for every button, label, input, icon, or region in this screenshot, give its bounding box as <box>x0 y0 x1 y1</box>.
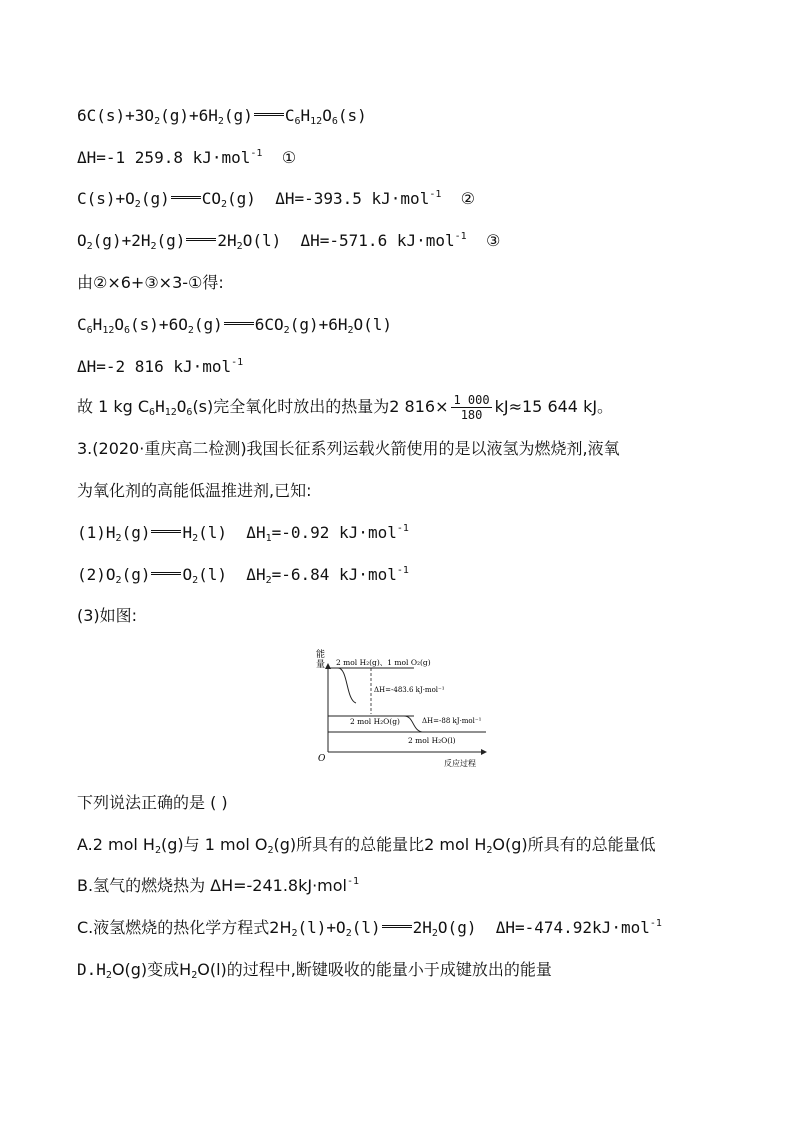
enthalpy-1: ΔH=-1 259.8 kJ·mol$^{-1}$ ① <box>77 148 297 167</box>
given-equation-1: $(1)H_2(g)$ $H_2(l)$ $\Delta H_1=-0.92$ kJ·mol$^{-1}$ <box>77 523 409 544</box>
energy-level-diagram <box>314 648 494 772</box>
option-c[interactable]: C.液氢燃烧的热化学方程式$2H_2(l)+O_2(l)$ $2H_2O(g)$ ΔH=-474.92kJ·mol$^{-1}$ <box>77 918 662 939</box>
equals-arrow <box>186 238 216 241</box>
equation-glucose-oxidation: $C_6H_{12}O_6(s)+6O_2(g)$ $6CO_2(g)+6H_2O(l)$ <box>77 315 393 336</box>
dh1-label: ΔH=-483.6 kJ·mol⁻¹ <box>374 686 445 694</box>
given-item-3: (3)如图: <box>77 606 138 625</box>
y-label-2: 量 <box>316 660 326 670</box>
equation-glucose-formation: $6C(s)+3O_2(g)+6H_2(g)$ $C_6H_{12}O_6(s)$ <box>77 106 367 127</box>
equals-arrow <box>254 113 284 116</box>
top-level-label: 2 mol H₂(g)、1 mol O₂(g) <box>336 658 431 667</box>
option-b[interactable]: B.氢气的燃烧热为 ΔH=-241.8kJ·mol$^{-1}$ <box>77 876 360 895</box>
heat-conclusion: 故 1 kg $C_6H_{12}O_6(s)$完全氧化时放出的热量为2 816× $\frac{1 000}{180}$ kJ≈15 644 kJ。 <box>77 393 614 422</box>
bottom-level-label: 2 mol H₂O(l) <box>408 736 456 745</box>
equals-arrow <box>151 530 181 533</box>
origin-label: O <box>318 754 326 764</box>
dh2-label: ΔH=-88 kJ·mol⁻¹ <box>422 717 482 725</box>
reaction-curve-1 <box>338 668 356 703</box>
question-stem-line1: 3.(2020·重庆高二检测)我国长征系列运载火箭使用的是以液氢为燃烧剂,液氧 <box>77 439 620 458</box>
x-axis-label: 反应过程 <box>444 759 476 768</box>
equals-arrow <box>171 196 201 199</box>
question-prompt: 下列说法正确的是 ( ) <box>77 793 228 812</box>
equation-hydrogen-combustion: $O_2(g)+2H_2(g)$ $2H_2O(l)$ ΔH=-571.6 kJ·mol$^{-1}$ ③ <box>77 231 501 252</box>
equation-carbon-combustion: $C(s)+O_2(g)$ $CO_2(g)$ ΔH=-393.5 kJ·mol$^{-1}$ ② <box>77 189 475 210</box>
middle-level-label: 2 mol H₂O(g) <box>350 717 400 726</box>
equals-arrow <box>224 322 254 325</box>
equals-arrow <box>382 925 412 928</box>
question-stem-line2: 为氧化剂的高能低温推进剂,已知: <box>77 481 312 500</box>
enthalpy-result: ΔH=-2 816 kJ·mol$^{-1}$ <box>77 357 244 376</box>
given-equation-2: $(2)O_2(g)$ $O_2(l)$ $\Delta H_2=-6.84$ kJ·mol$^{-1}$ <box>77 565 409 586</box>
reaction-curve-2 <box>404 716 422 732</box>
fraction: $\frac{1 000}{180}$ <box>453 393 490 422</box>
option-d[interactable]: $D.H_2O(g)$变成$H_2O(l)$的过程中,断键吸收的能量小于成键放出的能量 <box>77 960 552 981</box>
y-label-1: 能 <box>316 650 326 660</box>
derivation-step: 由②×6+③×3-①得: <box>77 273 224 292</box>
option-a[interactable]: A.2 mol $H_2(g)$与 1 mol $O_2(g)$所具有的总能量比2 mol $H_2O(g)$所具有的总能量低 <box>77 835 656 856</box>
equals-arrow <box>151 572 181 575</box>
